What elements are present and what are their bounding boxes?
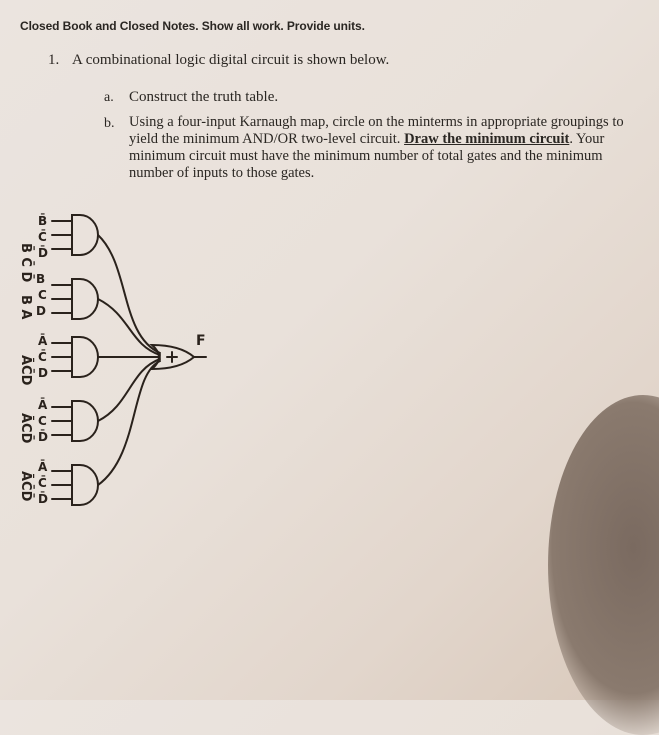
- output-label-f: F: [196, 333, 206, 349]
- and-gate-3: [52, 337, 98, 377]
- input-label-gate-1: B̄ C̄ D̄: [18, 243, 33, 283]
- gate3-in3-label: D: [38, 366, 48, 380]
- gate4-in1-label: Ā: [38, 398, 48, 412]
- part-a-text: Construct the truth table.: [129, 89, 279, 105]
- and-gate-2: [52, 279, 98, 319]
- gate2-in3-label: D: [36, 304, 46, 318]
- gate-wires: [98, 235, 160, 485]
- gate3-in2-label: C̄: [38, 350, 47, 364]
- part-b-text-end: . Your minimum circuit must have the minimum number of total gates and the minimum number of inputs to those gates.: [129, 131, 605, 181]
- gate2-in1-label: B: [36, 272, 46, 286]
- gate4-in2-label: C: [38, 414, 47, 428]
- and-gate-5: [52, 465, 98, 505]
- input-label-gate-5: ĀC̄D̄: [18, 471, 33, 502]
- part-a-label: a.: [104, 90, 114, 105]
- input-label-gate-3: ĀC̄D: [18, 355, 33, 386]
- logic-circuit-diagram: [0, 195, 230, 535]
- question-text: A combinational logic digital circuit is shown below.: [72, 52, 390, 68]
- gate1-in1-label: B̄: [38, 214, 48, 228]
- gate5-in1-label: Ā: [38, 460, 48, 474]
- input-label-gate-4: ĀCD̄: [18, 413, 33, 444]
- gate2-in2-label: C: [38, 288, 47, 302]
- part-b-label: b.: [104, 116, 115, 131]
- gate5-in3-label: D̄: [38, 492, 48, 506]
- gate1-in3-label: D̄: [38, 246, 48, 260]
- gate5-in2-label: C̄: [38, 476, 47, 490]
- part-b-text: [129, 114, 629, 182]
- and-gate-4: [52, 401, 98, 441]
- gate4-in3-label: D̄: [38, 430, 48, 444]
- exam-instructions: Closed Book and Closed Notes. Show all work. Provide units.: [20, 19, 365, 33]
- and-gate-1: [52, 215, 98, 255]
- gate3-in1-label: Ā: [38, 334, 48, 348]
- part-b-emphasis: Draw the minimum circuit: [404, 131, 570, 147]
- input-label-gate-2: B A: [18, 295, 33, 320]
- shadow: [548, 395, 659, 735]
- question-number: 1.: [48, 52, 60, 68]
- part-b-text-start: Using a four-input Karnaugh map, circle on the minterms in appropriate groupings to yield the minimum AND/OR two-level circuit.: [129, 114, 624, 147]
- gate1-in2-label: C̄: [38, 230, 47, 244]
